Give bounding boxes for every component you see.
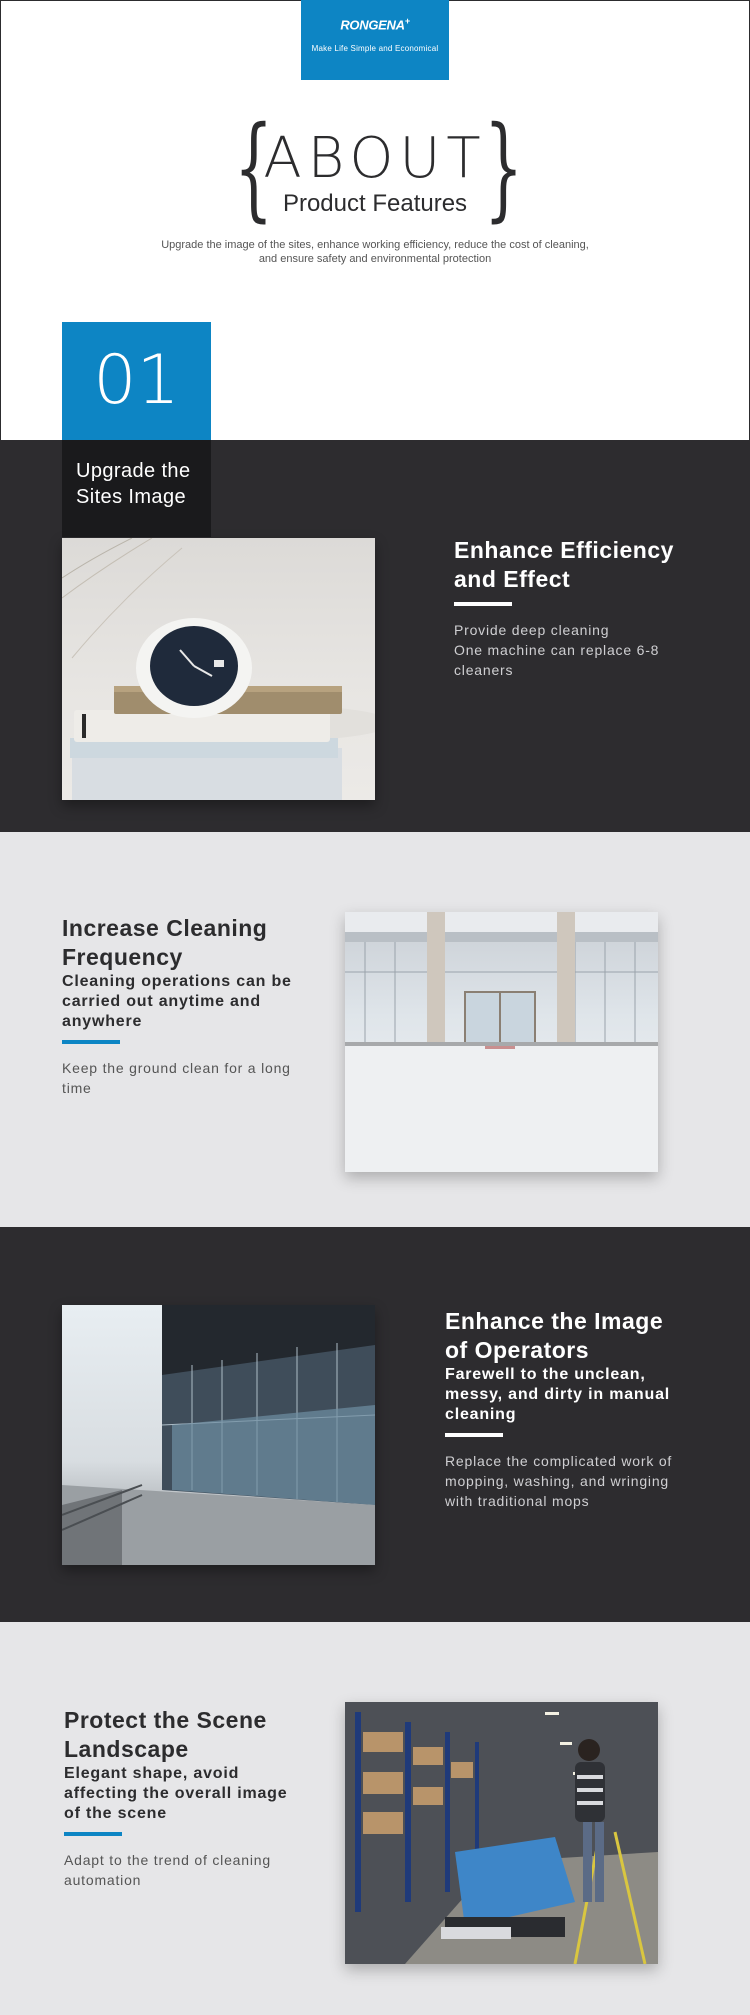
section-number-badge: 01	[62, 322, 211, 440]
feature-description	[64, 1850, 334, 1890]
brand-tagline: Make Life Simple and Economical	[311, 44, 439, 53]
title-underline	[454, 602, 512, 606]
section-label-line: Sites Image	[76, 486, 187, 508]
feature-description	[62, 1058, 332, 1098]
photo-open-hall	[345, 912, 658, 1172]
about-subtitle: Product Features	[282, 190, 468, 217]
feature-subtitle-line: messy, and dirty in manual	[445, 1386, 671, 1403]
desc-line: One machine can replace 6-8	[454, 642, 660, 658]
desc-line: with traditional mops	[445, 1493, 590, 1509]
feature-section-landscape	[0, 1622, 750, 2015]
frame-border-top-right	[449, 0, 750, 1]
desc-line: cleaners	[454, 662, 514, 678]
feature-title-line: and Effect	[454, 566, 571, 592]
feature-title-line: of Operators	[445, 1337, 590, 1363]
about-intro	[130, 238, 620, 266]
feature-subtitle-line: anywhere	[62, 1013, 143, 1030]
feature-description	[454, 620, 714, 680]
intro-line: Upgrade the image of the sites, enhance working efficiency, reduce the cost of cleaning,	[161, 239, 589, 251]
desk-clock-illustration	[62, 538, 375, 800]
feature-title	[64, 1706, 334, 1764]
feature-title	[445, 1307, 715, 1365]
frame-border-top-left	[0, 0, 301, 1]
desc-line: Provide deep cleaning	[454, 622, 610, 638]
photo-warehouse-scrubber	[345, 1702, 658, 1964]
brand-mark: +	[404, 16, 410, 26]
feature-subtitle-line: Farewell to the unclean,	[445, 1366, 646, 1383]
about-title: ABOUT	[263, 126, 487, 191]
desc-line: Keep the ground clean for a long	[62, 1060, 291, 1076]
right-brace-decoration: }	[484, 103, 524, 233]
feature-text-efficiency	[454, 536, 714, 680]
brand-badge	[301, 0, 449, 80]
feature-subtitle	[64, 1764, 334, 1824]
feature-subtitle-line: Elegant shape, avoid	[64, 1765, 240, 1782]
glass-building-illustration	[62, 1305, 375, 1565]
feature-section-operators	[0, 1227, 750, 1622]
feature-title-line: Enhance the Image	[445, 1308, 664, 1334]
feature-title	[62, 914, 332, 972]
feature-subtitle	[445, 1365, 715, 1425]
feature-text-operators	[445, 1307, 715, 1511]
feature-text-landscape	[64, 1706, 334, 1890]
feature-title-line: Landscape	[64, 1736, 189, 1762]
feature-subtitle-line: affecting the overall image	[64, 1785, 288, 1802]
desc-line: Adapt to the trend of cleaning	[64, 1852, 271, 1868]
section-label	[62, 440, 211, 537]
title-underline	[64, 1832, 122, 1836]
feature-subtitle-line: Cleaning operations can be	[62, 973, 292, 990]
desc-line: time	[62, 1080, 92, 1096]
photo-desk-clock	[62, 538, 375, 800]
feature-subtitle-line: of the scene	[64, 1805, 167, 1822]
open-hall-illustration	[345, 912, 658, 1172]
feature-subtitle-line: cleaning	[445, 1406, 517, 1423]
desc-line: automation	[64, 1872, 142, 1888]
feature-title-line: Frequency	[62, 944, 183, 970]
title-underline	[62, 1040, 120, 1044]
title-underline	[445, 1433, 503, 1437]
feature-subtitle	[62, 972, 332, 1032]
warehouse-illustration	[345, 1702, 658, 1964]
left-brace-decoration: {	[234, 103, 274, 233]
feature-description	[445, 1451, 715, 1511]
feature-title-line: Protect the Scene	[64, 1707, 267, 1733]
feature-title-line: Increase Cleaning	[62, 915, 268, 941]
desc-line: mopping, washing, and wringing	[445, 1473, 670, 1489]
brand-name: RONGENA	[340, 17, 405, 33]
about-heading	[0, 103, 750, 233]
feature-section-frequency	[0, 832, 750, 1227]
section-label-line: Upgrade the	[76, 460, 191, 482]
photo-glass-building	[62, 1305, 375, 1565]
desc-line: Replace the complicated work of	[445, 1453, 673, 1469]
intro-line: and ensure safety and environmental protection	[258, 253, 492, 265]
feature-subtitle-line: carried out anytime and	[62, 993, 261, 1010]
feature-section-efficiency	[0, 440, 750, 832]
brand-logo	[301, 16, 449, 32]
feature-text-frequency	[62, 914, 332, 1098]
feature-title-line: Enhance Efficiency	[454, 537, 674, 563]
feature-title	[454, 536, 714, 594]
